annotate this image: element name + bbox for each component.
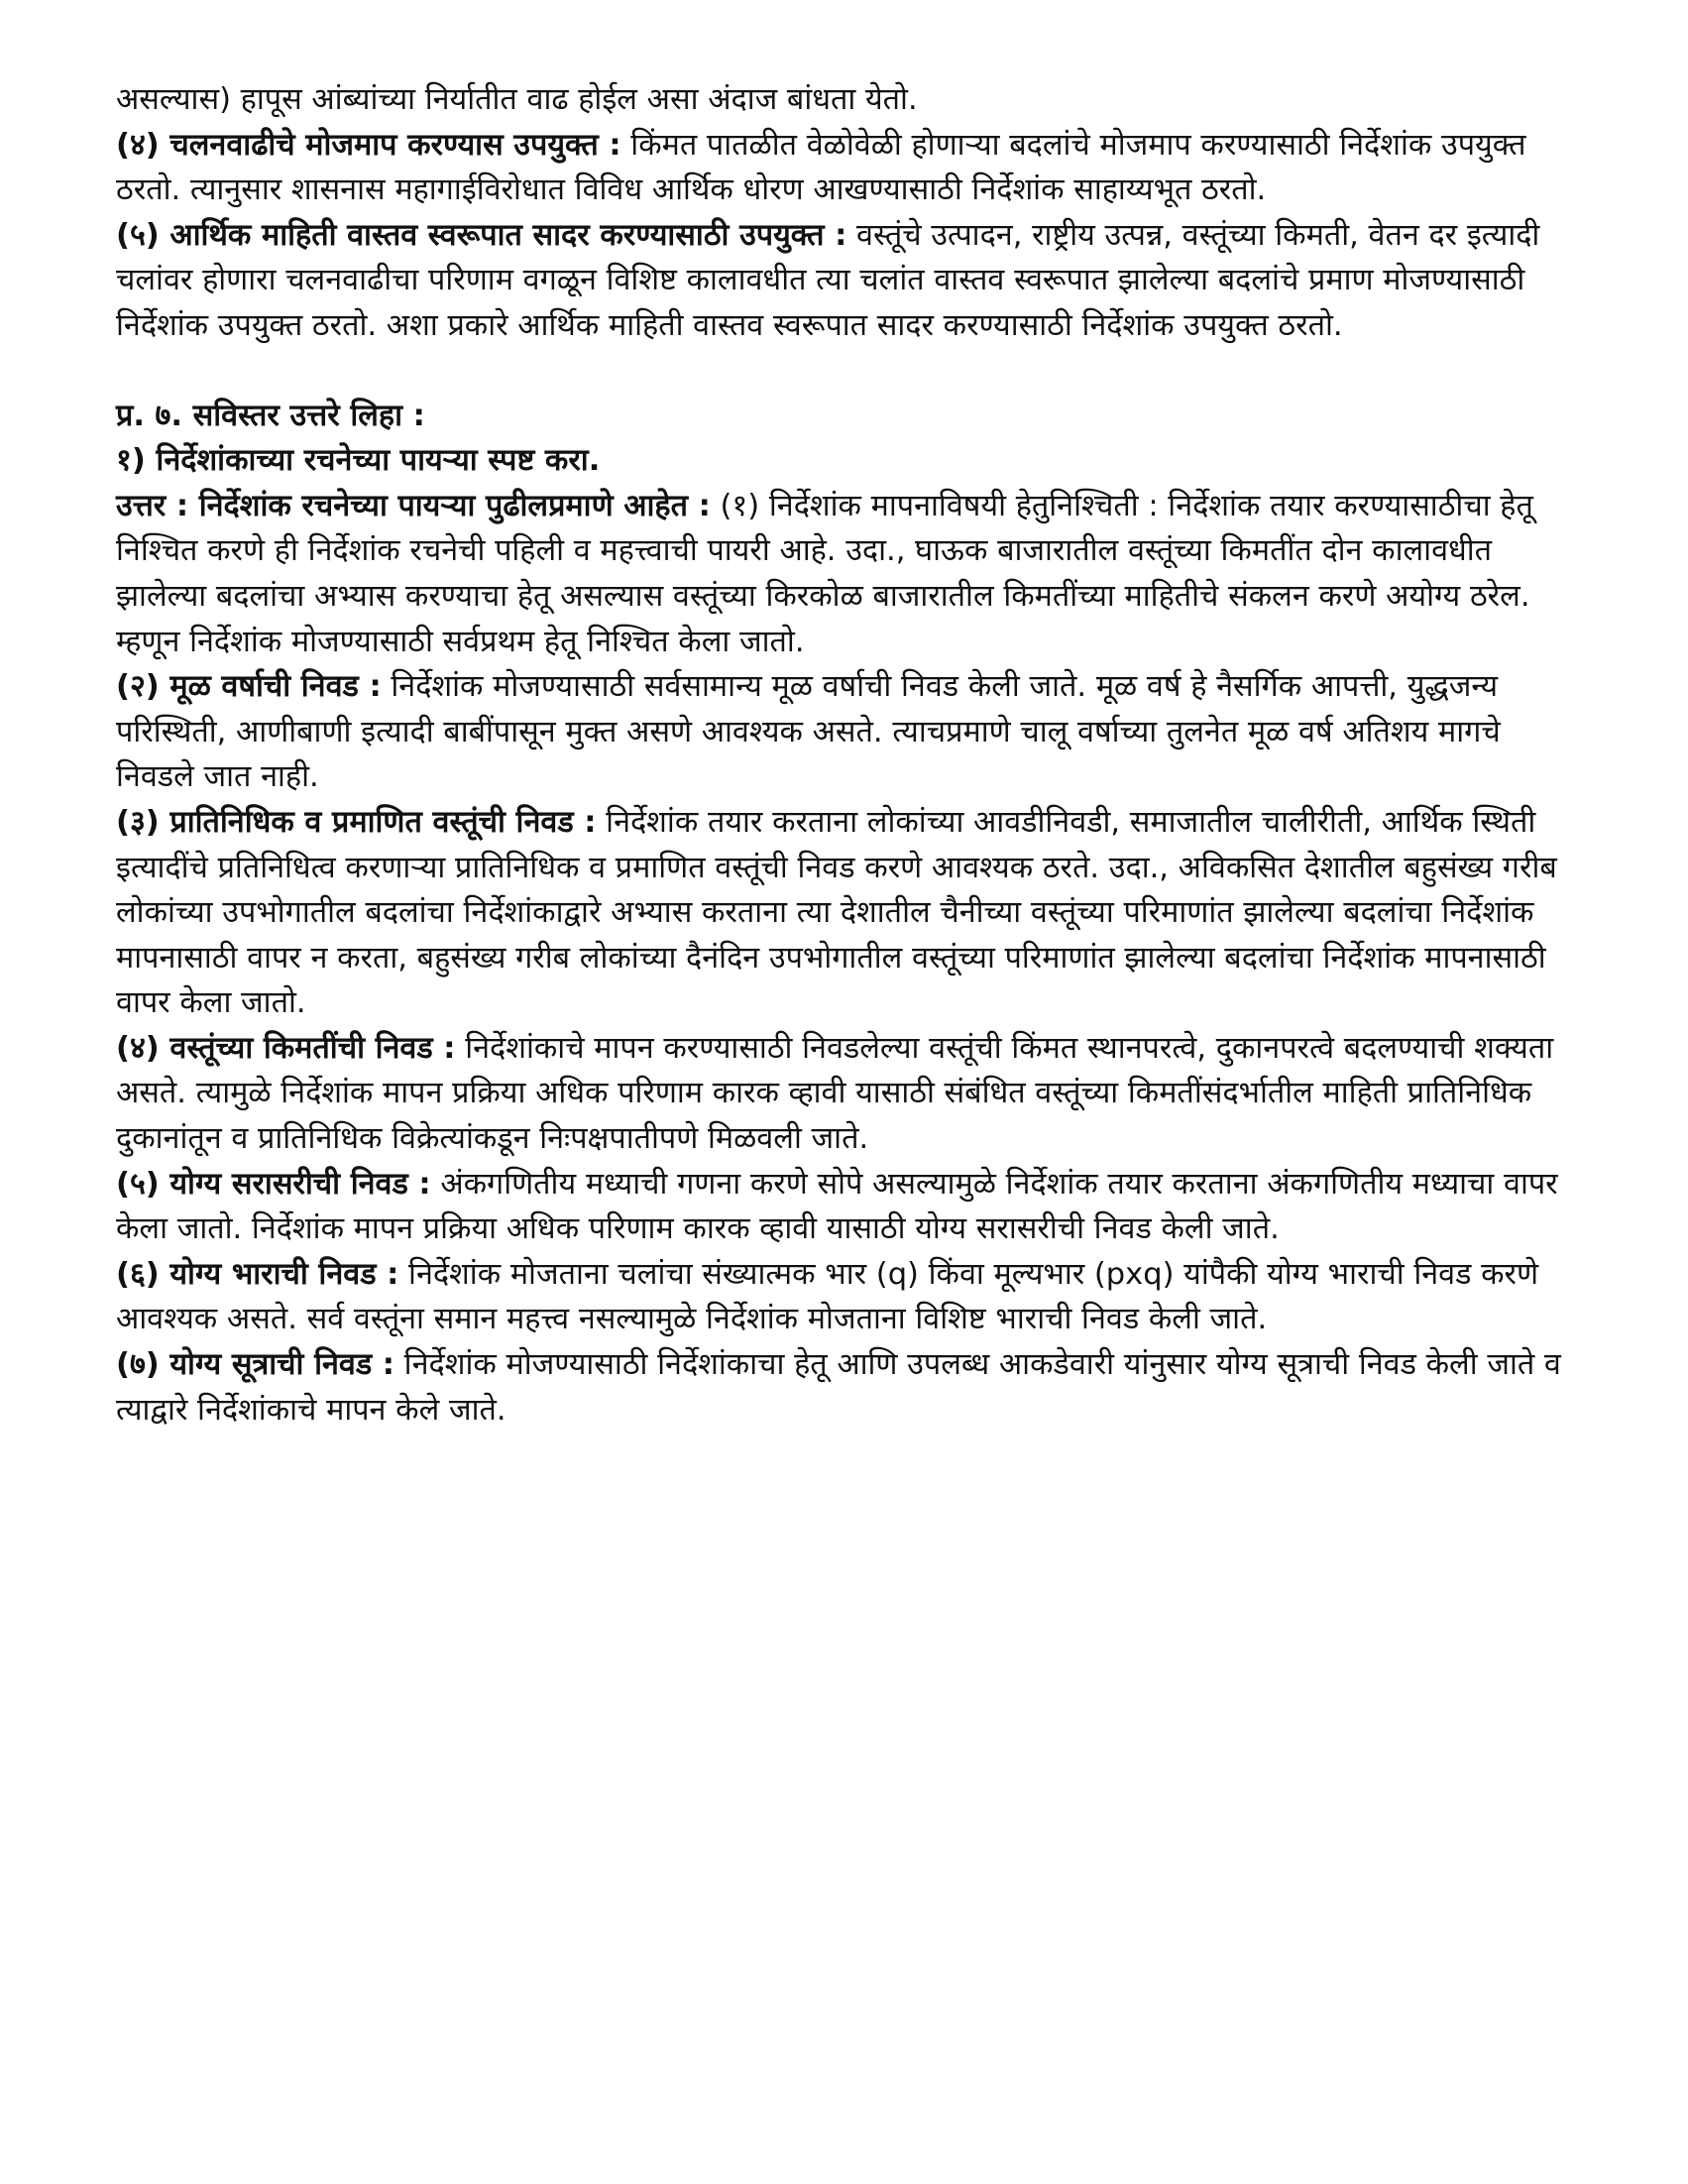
step-representative-goods (116, 800, 1583, 1026)
point-inflation-measurement (116, 123, 1583, 213)
point-real-terms (116, 213, 1583, 349)
step-base-year (116, 664, 1583, 800)
point-heading: (५) आर्थिक माहिती वास्तव स्वरूपात सादर करण्यासाठी उपयुक्त : (116, 217, 847, 253)
step-heading: (३) प्रातिनिधिक व प्रमाणित वस्तूंची निवड : (116, 804, 597, 840)
step-heading: (५) योग्य सरासरीची निवड : (116, 1166, 431, 1202)
continuation-paragraph (116, 77, 1583, 123)
step-text: निर्देशांकाचे मापन करण्यासाठी निवडलेल्या वस्तूंची किंमत स्थानपरत्वे, दुकानपरत्वे बदलण्याची शक्यता असते. त्यामुळे निर्देशांक मापन प्रक्रिया अधिक परिणाम कारक व्हावी यासाठी संबंधित वस्तूंच्या किमतींसंदर्भातील माहिती प्रातिनिधिक दुकानांतून व प्रातिनिधिक विक्रेत्यांकडून निःपक्षपातीपणे मिळवली जाते. (116, 1030, 1554, 1157)
question-1: १) निर्देशांकाच्या रचनेच्या पायऱ्या स्पष्ट करा. (116, 443, 601, 479)
step-heading: (७) योग्य सूत्राची निवड : (116, 1347, 394, 1383)
point-text: वस्तूंचे उत्पादन, राष्ट्रीय उत्पन्न, वस्तूंच्या किमती, वेतन दर इत्यादी चलांवर होणारा चलनवाढीचा परिणाम वगळून विशिष्ट कालावधीत त्या चलांत वास्तव स्वरूपात झालेल्या बदलांचे प्रमाण मोजण्यासाठी निर्देशांक उपयुक्त ठरतो. अशा प्रकारे आर्थिक माहिती वास्तव स्वरूपात सादर करण्यासाठी निर्देशांक उपयुक्त ठरतो. (116, 217, 1540, 343)
point-text: किंमत पातळीत वेळोवेळी होणाऱ्या बदलांचे मोजमाप करण्यासाठी निर्देशांक उपयुक्त ठरतो. त्यानुसार शासनास महागाईविरोधात विविध आर्थिक धोरण आखण्यासाठी निर्देशांक साहाय्यभूत ठरतो. (116, 127, 1526, 208)
question-heading: प्र. ७. सविस्तर उत्तरे लिहा : (116, 398, 425, 433)
section-gap (116, 349, 1583, 394)
step-heading: (२) मूळ वर्षाची निवड : (116, 669, 382, 705)
step-weights (116, 1252, 1583, 1342)
answer-heading: उत्तर : निर्देशांक रचनेच्या पायऱ्या पुढीलप्रमाणे आहेत : (116, 488, 711, 523)
answer-text: (१) निर्देशांक मापनाविषयी हेतुनिश्चिती : निर्देशांक तयार करण्यासाठीचा हेतू निश्चित करणे ही निर्देशांक रचनेची पहिली व महत्त्वाची पायरी आहे. उदा., घाऊक बाजारातील वस्तूंच्या किमतींत दोन कालावधीत झालेल्या बदलांचा अभ्यास करण्याचा हेतू असल्यास वस्तूंच्या किरकोळ बाजारातील किमतींच्या माहितीचे संकलन करणे अयोग्य ठरेल. म्हणून निर्देशांक मोजण्यासाठी सर्वप्रथम हेतू निश्चित केला जातो. (116, 488, 1533, 659)
step-text: निर्देशांक मोजण्यासाठी निर्देशांकाचा हेतू आणि उपलब्ध आकडेवारी यांनुसार योग्य सूत्राची निवड केली जाते व त्याद्वारे निर्देशांकाचे मापन केले जाते. (116, 1347, 1561, 1428)
step-text: अंकगणितीय मध्याची गणना करणे सोपे असल्यामुळे निर्देशांक तयार करताना अंकगणितीय मध्याचा वापर केला जातो. निर्देशांक मापन प्रक्रिया अधिक परिणाम कारक व्हावी यासाठी योग्य सरासरीची निवड केली जाते. (116, 1166, 1558, 1247)
step-average (116, 1162, 1583, 1252)
step-text: निर्देशांक मोजण्यासाठी सर्वसामान्य मूळ वर्षाची निवड केली जाते. मूळ वर्ष हे नैसर्गिक आपत्ती, युद्धजन्य परिस्थिती, आणीबाणी इत्यादी बाबींपासून मुक्त असणे आवश्यक असते. त्याचप्रमाणे चालू वर्षाच्या तुलनेत मूळ वर्ष अतिशय मागचे निवडले जात नाही. (116, 669, 1501, 795)
step-heading: (४) वस्तूंच्या किमतींची निवड : (116, 1030, 456, 1066)
step-text: निर्देशांक मोजताना चलांचा संख्यात्मक भार (q) किंवा मूल्यभार (pxq) यांपैकी योग्य भाराची निवड करणे आवश्यक असते. सर्व वस्तूंना समान महत्त्व नसल्यामुळे निर्देशांक मोजताना विशिष्ट भाराची निवड केली जाते. (116, 1256, 1539, 1337)
step-heading: (६) योग्य भाराची निवड : (116, 1256, 399, 1292)
step-prices (116, 1026, 1583, 1162)
document-page (116, 77, 1583, 1433)
step-formula (116, 1342, 1583, 1433)
point-heading: (४) चलनवाढीचे मोजमाप करण्यास उपयुक्त : (116, 127, 621, 163)
paragraph-text: असल्यास) हापूस आंब्यांच्या निर्यातीत वाढ होईल असा अंदाज बांधता येतो. (116, 82, 918, 117)
step-text: निर्देशांक तयार करताना लोकांच्या आवडीनिवडी, समाजातील चालीरीती, आर्थिक स्थिती इत्यादींचे प्रतिनिधित्व करणाऱ्या प्रातिनिधिक व प्रमाणित वस्तूंची निवड करणे आवश्यक ठरते. उदा., अविकसित देशातील बहुसंख्य गरीब लोकांच्या उपभोगातील बदलांचा निर्देशांकाद्वारे अभ्यास करताना त्या देशातील चैनीच्या वस्तूंच्या परिमाणांत झालेल्या बदलांचा निर्देशांक मापनासाठी वापर न करता, बहुसंख्य गरीब लोकांच्या दैनंदिन उपभोगातील वस्तूंच्या परिमाणांत झालेल्या बदलांचा निर्देशांक मापनासाठी वापर केला जातो. (116, 804, 1557, 1021)
answer-paragraph (116, 484, 1583, 664)
